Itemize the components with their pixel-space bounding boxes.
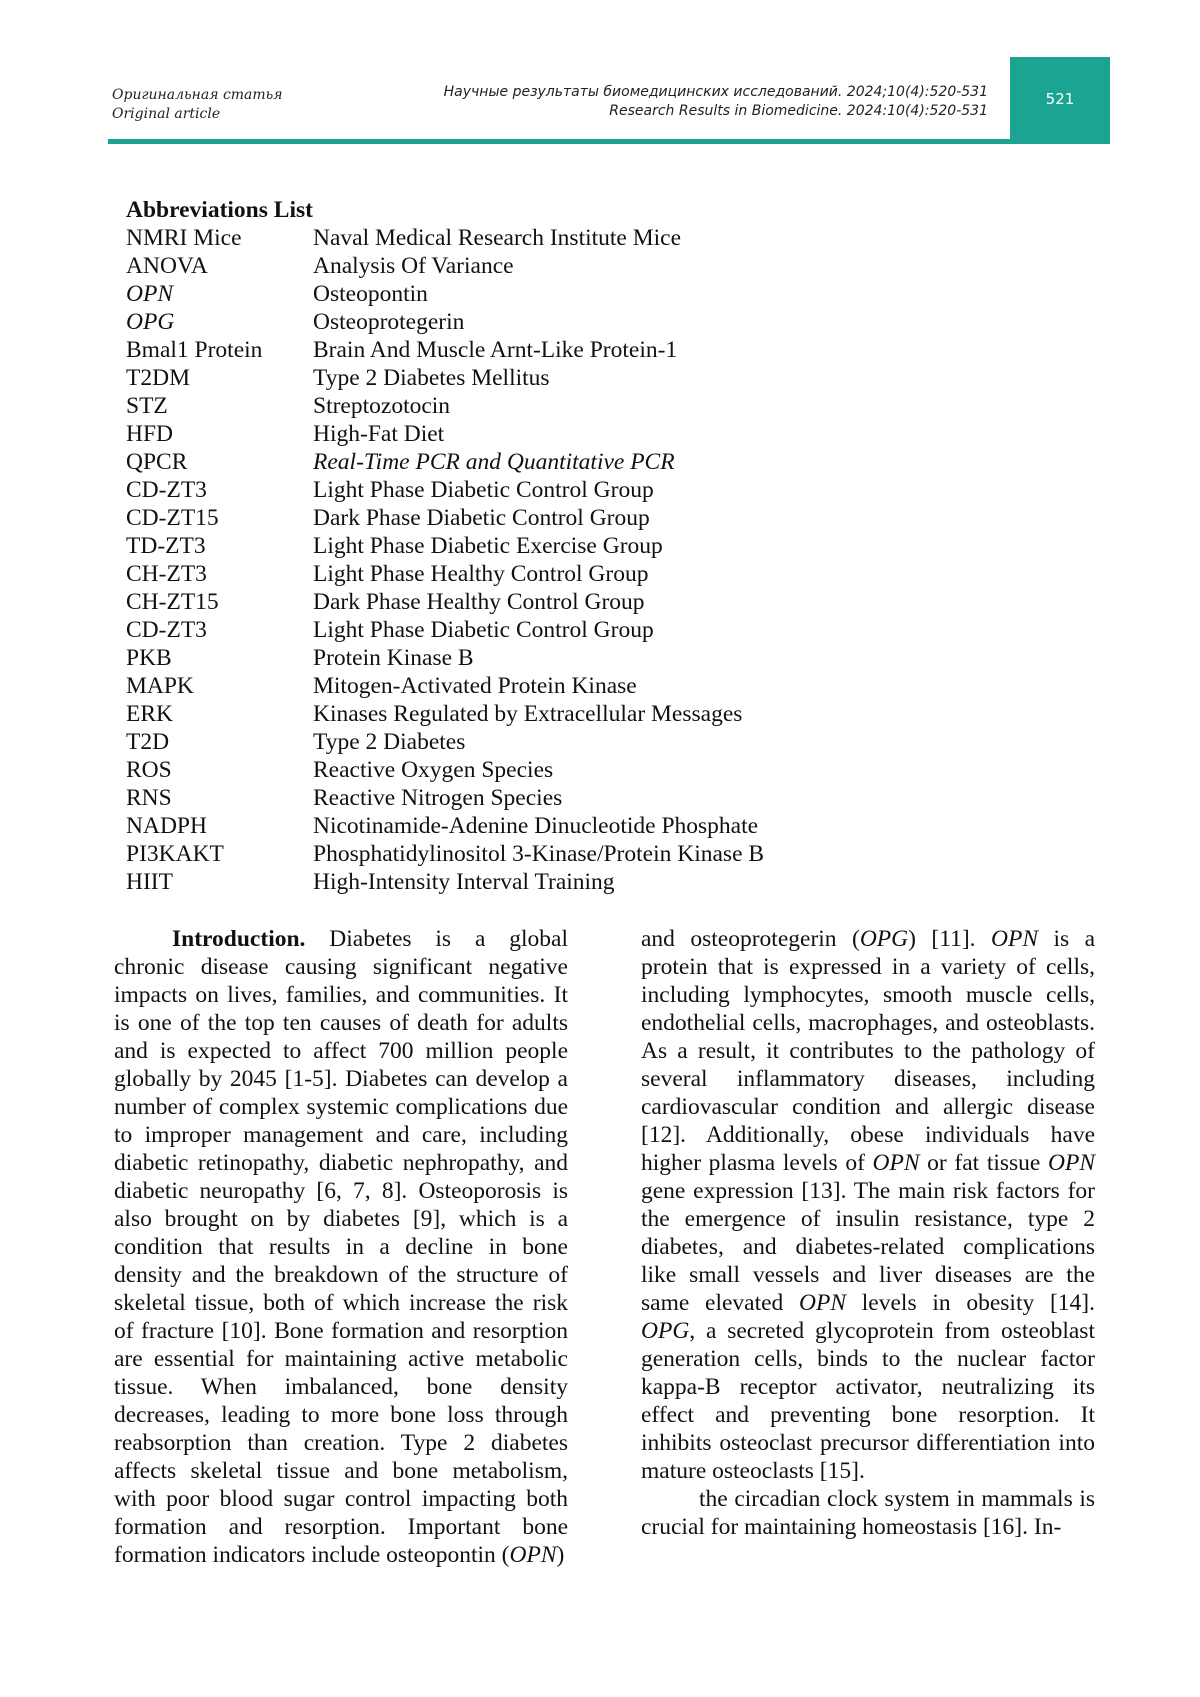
abbreviation-definition: Reactive Nitrogen Species xyxy=(313,785,563,811)
abbreviation-definition: Dark Phase Healthy Control Group xyxy=(313,589,645,615)
intro-paragraph-1-cont xyxy=(641,925,1095,1485)
abbreviation-row xyxy=(126,840,764,868)
abbreviation-term: HIIT xyxy=(126,869,173,895)
intro-text: gene expression [13]. The main risk factors for the emergence of insulin resistance, type 2 diabetes, and diabetes-related complications like small vessels and liver diseases are the same elevated xyxy=(641,1178,1095,1316)
abbreviation-term: CD-ZT3 xyxy=(126,617,207,643)
journal-citation-en: Research Results in Biomedicine. 2024:10(4):520-531 xyxy=(609,103,988,119)
intro-text: is a protein that is expressed in a variety of cells, including lymphocytes, smooth muscle cells, endothelial cells, macrophages, and osteoblasts. As a result, it contributes to the pathology of several inflammatory diseases, including cardiovascular condition and allergic disease [12]. Additionally, obese individuals have higher plasma levels of xyxy=(641,926,1095,1176)
abbreviation-row xyxy=(126,532,764,560)
abbreviation-term: STZ xyxy=(126,393,168,419)
abbreviation-definition: Phosphatidylinositol 3-Kinase/Protein Kinase B xyxy=(313,841,765,867)
abbreviation-definition: Light Phase Healthy Control Group xyxy=(313,561,649,587)
abbreviation-definition: Analysis Of Variance xyxy=(313,253,514,279)
page-number: 521 xyxy=(1045,89,1075,108)
opn-term: OPN xyxy=(799,1290,847,1316)
journal-citation xyxy=(444,83,988,121)
intro-text: ) [11]. xyxy=(908,926,991,952)
abbreviation-row xyxy=(126,784,764,812)
abbreviation-term: CH-ZT15 xyxy=(126,589,219,615)
abbreviation-term: OPN xyxy=(126,281,173,307)
abbreviation-term: Bmal1 Protein xyxy=(126,337,263,363)
abbreviation-row xyxy=(126,728,764,756)
abbreviation-term: CD-ZT15 xyxy=(126,505,219,531)
abbreviation-term: MAPK xyxy=(126,673,194,699)
abbreviation-term: ANOVA xyxy=(126,253,208,279)
abbreviation-definition: Type 2 Diabetes Mellitus xyxy=(313,365,550,391)
opn-term: OPN xyxy=(991,926,1038,952)
abbreviation-term: OPG xyxy=(126,309,175,335)
article-type-en: Original article xyxy=(112,106,221,122)
journal-citation-ru: Научные результаты биомедицинских исследований. 2024;10(4):520-531 xyxy=(443,84,988,100)
abbreviation-definition: Protein Kinase B xyxy=(313,645,474,671)
abbreviation-row xyxy=(126,392,764,420)
abbreviation-definition: Type 2 Diabetes xyxy=(313,729,466,755)
abbreviation-row xyxy=(126,448,764,476)
abbreviation-term: PI3KAKT xyxy=(126,841,224,867)
intro-text: levels in obesity [14]. xyxy=(846,1290,1095,1316)
abbreviation-row xyxy=(126,224,764,252)
abbreviation-definition: Osteopontin xyxy=(313,281,428,307)
abbreviation-definition: High-Intensity Interval Training xyxy=(313,869,615,895)
intro-right-column xyxy=(641,925,1095,1541)
abbreviations-title: Abbreviations List xyxy=(126,197,313,223)
abbreviation-definition: Brain And Muscle Arnt-Like Protein-1 xyxy=(313,337,678,363)
abbreviation-term: ERK xyxy=(126,701,173,727)
abbreviation-definition: High-Fat Diet xyxy=(313,421,445,447)
abbreviation-term: T2D xyxy=(126,729,170,755)
abbreviation-row xyxy=(126,588,764,616)
abbreviation-row xyxy=(126,420,764,448)
abbreviation-term: CD-ZT3 xyxy=(126,477,207,503)
abbreviation-row xyxy=(126,700,764,728)
article-type-ru: Оригинальная статья xyxy=(112,87,283,103)
abbreviation-definition: Light Phase Diabetic Exercise Group xyxy=(313,533,663,559)
abbreviations-rows xyxy=(126,224,764,896)
abbreviation-term: TD-ZT3 xyxy=(126,533,206,559)
intro-text: or fat tissue xyxy=(919,1150,1048,1176)
opg-term: OPG xyxy=(641,1318,690,1344)
abbreviation-row xyxy=(126,504,764,532)
abbreviation-definition: Naval Medical Research Institute Mice xyxy=(313,225,682,251)
abbreviation-term: ROS xyxy=(126,757,172,783)
abbreviation-row xyxy=(126,280,764,308)
abbreviation-term: NADPH xyxy=(126,813,207,839)
intro-text: and osteoprotegerin ( xyxy=(641,926,860,952)
abbreviation-definition: Light Phase Diabetic Control Group xyxy=(313,617,654,643)
abbreviation-term: T2DM xyxy=(126,365,190,391)
article-type xyxy=(112,86,283,124)
abbreviations-list xyxy=(126,196,764,896)
abbreviation-definition: Osteoprotegerin xyxy=(313,309,465,335)
abbreviation-row xyxy=(126,644,764,672)
abbreviation-definition: Streptozotocin xyxy=(313,393,451,419)
abbreviation-row xyxy=(126,616,764,644)
intro-text: Diabetes is a global chronic disease causing significant negative impacts on lives, families, and communities. It is one of the top ten causes of death for adults and is expected to affect 700 million people globally by 2045 [1-5]. Diabetes can develop a number of complex systemic complications due to improper management and care, including diabetic retinopathy, diabetic nephropathy, and diabetic neuropathy [6, 7, 8]. Osteoporosis is also brought on by diabetes [9], which is a condition that results in a decline in bone density and the breakdown of the structure of skeletal tissue, both of which increase the risk of fracture [10]. Bone formation and resorption are essential for maintaining active metabolic tissue. When imbalanced, bone density decreases, leading to more bone loss through reabsorption than creation. Type 2 diabetes affects skeletal tissue and bone metabolism, with poor blood sugar control impacting both formation and resorption. Important bone formation indicators include osteopontin ( xyxy=(114,926,568,1568)
abbreviation-term: HFD xyxy=(126,421,174,447)
opg-term: OPG xyxy=(859,926,909,952)
abbreviation-row xyxy=(126,868,764,896)
abbreviation-row xyxy=(126,560,764,588)
abbreviation-row xyxy=(126,308,764,336)
abbreviation-definition: Dark Phase Diabetic Control Group xyxy=(313,505,650,531)
header-rule xyxy=(108,139,1110,144)
opn-term: OPN xyxy=(1048,1150,1095,1176)
intro-paragraph-1 xyxy=(114,925,568,1569)
intro-left-column xyxy=(114,925,568,1569)
page-number-box xyxy=(1010,57,1110,140)
abbreviation-term: CH-ZT3 xyxy=(126,561,207,587)
abbreviation-row xyxy=(126,476,764,504)
intro-paragraph-2: the circadian clock system in mammals is crucial for maintaining homeostasis [16]. In- xyxy=(641,1486,1095,1540)
abbreviation-definition: Light Phase Diabetic Control Group xyxy=(313,477,654,503)
page-header xyxy=(0,0,1200,145)
abbreviation-definition: Kinases Regulated by Extracellular Messages xyxy=(313,701,743,727)
intro-opn-term: OPN xyxy=(509,1542,557,1568)
abbreviation-row xyxy=(126,252,764,280)
abbreviation-definition: Mitogen-Activated Protein Kinase xyxy=(313,673,637,699)
intro-heading: Introduction. xyxy=(172,926,306,952)
abbreviation-definition: Reactive Oxygen Species xyxy=(313,757,554,783)
abbreviation-definition: Real-Time PCR and Quantitative PCR xyxy=(313,449,675,475)
abbreviation-row xyxy=(126,756,764,784)
abbreviation-definition: Nicotinamide-Adenine Dinucleotide Phosphate xyxy=(313,813,759,839)
abbreviation-term: PKB xyxy=(126,645,172,671)
abbreviation-term: NMRI Mice xyxy=(126,225,242,251)
abbreviation-row xyxy=(126,672,764,700)
abbreviation-row xyxy=(126,336,764,364)
abbreviation-term: RNS xyxy=(126,785,172,811)
abbreviation-row xyxy=(126,812,764,840)
opn-term: OPN xyxy=(872,1150,920,1176)
intro-text: , a secreted glycoprotein from osteoblast generation cells, binds to the nuclear factor kappa-B receptor activator, neutralizing its effect and preventing bone resorption. It inhibits osteoclast precursor differentiation into mature osteoclasts [15]. xyxy=(641,1318,1095,1484)
intro-text: ) xyxy=(556,1542,565,1568)
abbreviation-row xyxy=(126,364,764,392)
abbreviation-term: QPCR xyxy=(126,449,188,475)
